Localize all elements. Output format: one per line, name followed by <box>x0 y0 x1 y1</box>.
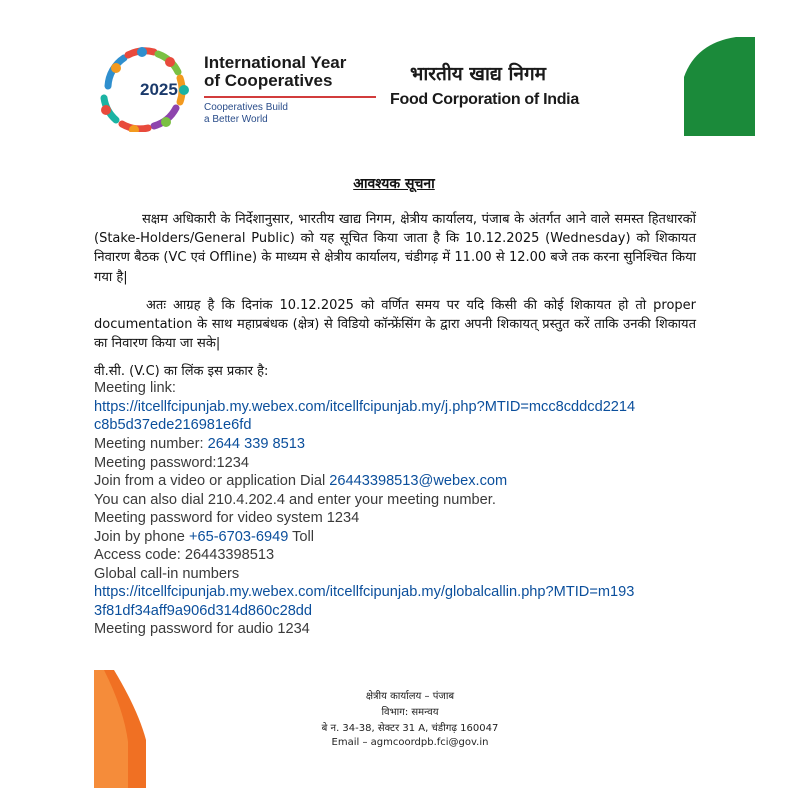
global-callin-link-line2[interactable]: 3f81df34aff9a906d314d860c28dd <box>94 603 313 619</box>
dial-ip-text: You can also dial 210.4.202.4 and enter your meeting number. <box>94 492 496 508</box>
notice-paragraph-2: अतः आग्रह है कि दिनांक 10.12.2025 को वर्णित समय पर यदि किसी की कोई शिकायत हो तो proper documentation के साथ महाप्रबंधक (क्षेत्र) से विडियो कॉन्फ्रेंसिंग के द्वारा अपनी शिकायत् प्रस्तुत करें ताकि उनकी शिकायत का निवारण किया जा सके| <box>94 298 696 352</box>
meeting-number-label: Meeting number: <box>94 436 208 452</box>
footer-address: बे न. 34-38, सेक्टर 31 A, चंडीगढ़ 160047 <box>321 723 499 734</box>
global-callin-label: Global call-in numbers <box>94 566 240 582</box>
global-callin-link-line1[interactable]: https://itcellfcipunjab.my.webex.com/itcellfcipunjab.my/globalcallin.php?MTID=m193 <box>94 584 635 600</box>
meeting-link-line2[interactable]: c8b5d37ede216981e6fd <box>94 417 252 433</box>
iyc-title-line2: of Cooperatives <box>204 71 333 90</box>
vc-link-intro: वी.सी. (V.C) का लिंक इस प्रकार है: <box>94 364 269 379</box>
notice-paragraph-1: सक्षम अधिकारी के निर्देशानुसार, भारतीय खाद्य निगम, क्षेत्रीय कार्यालय, पंजाब के अंतर्गत आने वाले समस्त हितधारकों (Stake-Holders/General Public) को यह सूचित किया जाता है कि 10.12.2025 (Wednesday) को शिकायत निवारण बैठक (VC एवं Offline) के माध्यम से क्षेत्रीय कार्यालय, चंडीगढ़ में 11.00 से 12.00 बजे तक करना सुनिश्चित किया गया है| <box>94 212 696 285</box>
org-name-english: Food Corporation of India <box>390 91 579 108</box>
meeting-password: Meeting password:1234 <box>94 455 249 471</box>
join-by-phone-label: Join by phone <box>94 529 189 545</box>
org-name-hindi: भारतीय खाद्य निगम <box>410 63 547 85</box>
iyc-divider <box>204 96 376 98</box>
join-by-phone-row <box>94 528 314 546</box>
green-corner-decoration-icon <box>684 37 755 136</box>
video-system-password: Meeting password for video system 1234 <box>94 510 360 526</box>
meeting-number-row <box>94 435 305 453</box>
iyc-year: 2025 <box>140 80 178 99</box>
join-video-label: Join from a video or application Dial <box>94 473 330 489</box>
footer-office: क्षेत्रीय कार्यालय – पंजाब <box>365 691 455 702</box>
iyc-title-line1: International Year <box>204 53 347 72</box>
phone-number-link[interactable]: +65-6703-6949 <box>188 529 289 545</box>
meeting-link-label: Meeting link: <box>94 380 176 396</box>
join-video-row <box>94 472 507 490</box>
iyc-tagline-line1: Cooperatives Build <box>204 102 288 113</box>
access-code: Access code: 26443398513 <box>94 547 275 563</box>
meeting-link-line1[interactable]: https://itcellfcipunjab.my.webex.com/itcellfcipunjab.my/j.php?MTID=mcc8cddcd2214 <box>94 399 636 415</box>
notice-heading: आवश्यक सूचना <box>353 176 435 192</box>
phone-toll-label: Toll <box>288 529 315 545</box>
footer-email[interactable]: Email – agmcoordpb.fci@gov.in <box>331 737 489 748</box>
orange-corner-decoration-icon <box>94 670 146 788</box>
meeting-number-value[interactable]: 2644 339 8513 <box>207 436 305 452</box>
iyc-tagline-line2: a Better World <box>204 114 268 125</box>
join-video-address-link[interactable]: 26443398513@webex.com <box>329 473 508 489</box>
footer-department: विभाग: समन्वय <box>381 707 439 718</box>
audio-password: Meeting password for audio 1234 <box>94 621 310 637</box>
